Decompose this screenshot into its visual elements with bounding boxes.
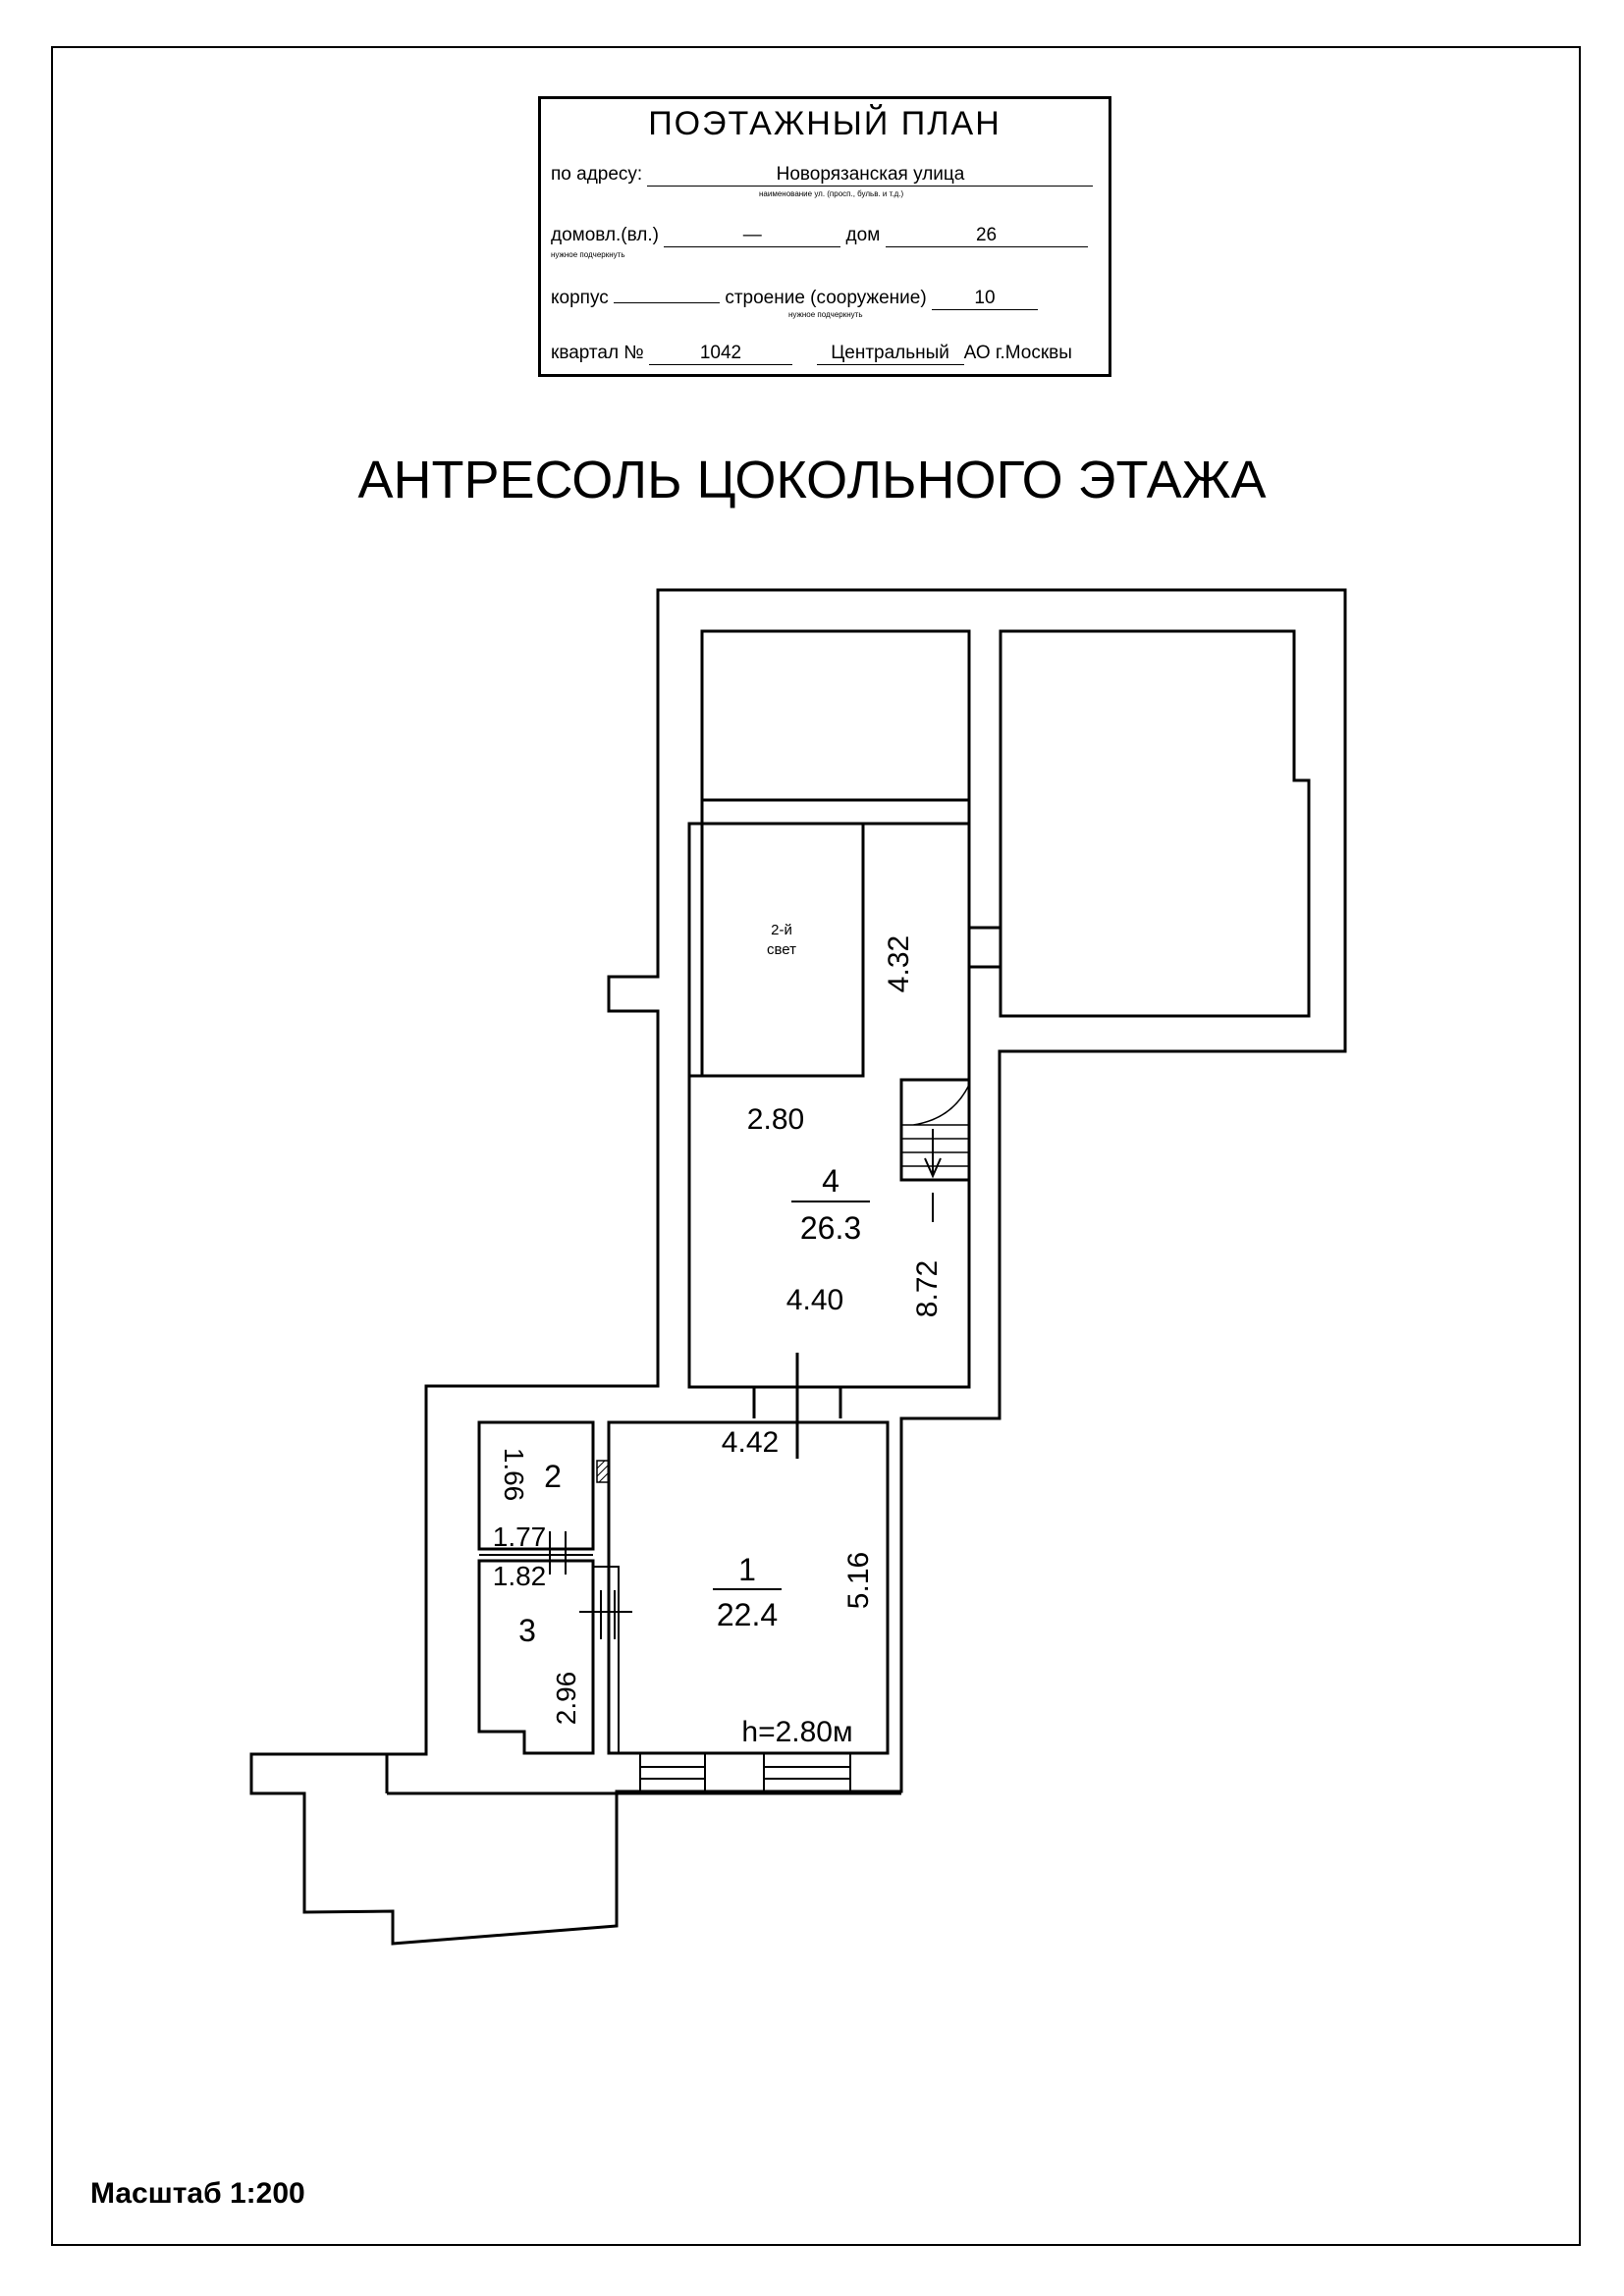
dim-5-16: 5.16 — [842, 1551, 875, 1610]
stair-steps — [901, 1085, 969, 1166]
room-1-number: 1 — [738, 1552, 756, 1587]
korpus-label: корпус — [551, 288, 609, 308]
dim-4-32: 4.32 — [883, 934, 915, 993]
floor-heading: АНТРЕСОЛЬ ЦОКОЛЬНОГО ЭТАЖА — [357, 451, 1267, 509]
dim-2-80: 2.80 — [746, 1103, 805, 1136]
entrance-porch-outline — [387, 1754, 901, 1926]
staircase — [901, 1080, 969, 1180]
dim-1-77: 1.77 — [492, 1522, 547, 1552]
upper-left-void — [702, 631, 969, 824]
stroenie-value: 10 — [932, 288, 1038, 310]
district-value: Центральный — [817, 343, 964, 365]
window-right — [764, 1753, 850, 1791]
ceiling-height: h=2.80м — [741, 1716, 853, 1748]
stair-arrow — [925, 1129, 941, 1222]
address-value: Новорязанская улица — [647, 164, 1093, 187]
dim-4-42: 4.42 — [721, 1426, 780, 1459]
domovl-label: домовл.(вл.) — [551, 225, 659, 245]
dim-4-40: 4.40 — [785, 1284, 844, 1316]
room-2-number: 2 — [544, 1459, 562, 1494]
dom-label: дом — [845, 225, 881, 245]
domovl-value: — — [664, 225, 840, 247]
dom-value: 26 — [886, 225, 1088, 247]
room-4-number: 4 — [822, 1163, 839, 1199]
scale-label: Масштаб 1:200 — [90, 2177, 305, 2210]
address-label: по адресу: — [551, 164, 643, 185]
dim-1-82: 1.82 — [492, 1561, 547, 1591]
room-3-number: 3 — [518, 1613, 536, 1648]
room-4-area: 26.3 — [799, 1210, 862, 1246]
second-light-line2: свет — [766, 941, 797, 958]
room-1-area: 22.4 — [716, 1597, 779, 1632]
second-light-line1: 2-й — [771, 922, 792, 938]
stroenie-hint: нужное подчеркнуть — [788, 310, 863, 319]
stamp-title: ПОЭТАЖНЫЙ ПЛАН — [648, 105, 1001, 142]
stroenie-label: строение (сооружение) — [725, 288, 927, 308]
upper-right-opening — [969, 928, 1001, 967]
dim-8-72: 8.72 — [911, 1259, 944, 1318]
domovl-hint: нужное подчеркнуть — [551, 250, 625, 259]
district-suffix: АО г.Москвы — [963, 343, 1072, 363]
upper-right-void — [1001, 631, 1309, 1016]
door-3-1 — [579, 1567, 632, 1753]
kvartal-label: квартал № — [551, 343, 644, 363]
address-hint: наименование ул. (просп., бульв. и т.д.) — [759, 189, 904, 198]
dim-2-96: 2.96 — [551, 1671, 581, 1726]
ventilation-hatch — [597, 1461, 609, 1482]
window-left — [640, 1753, 705, 1791]
dim-1-66: 1.66 — [499, 1447, 529, 1502]
kvartal-value: 1042 — [649, 343, 792, 365]
